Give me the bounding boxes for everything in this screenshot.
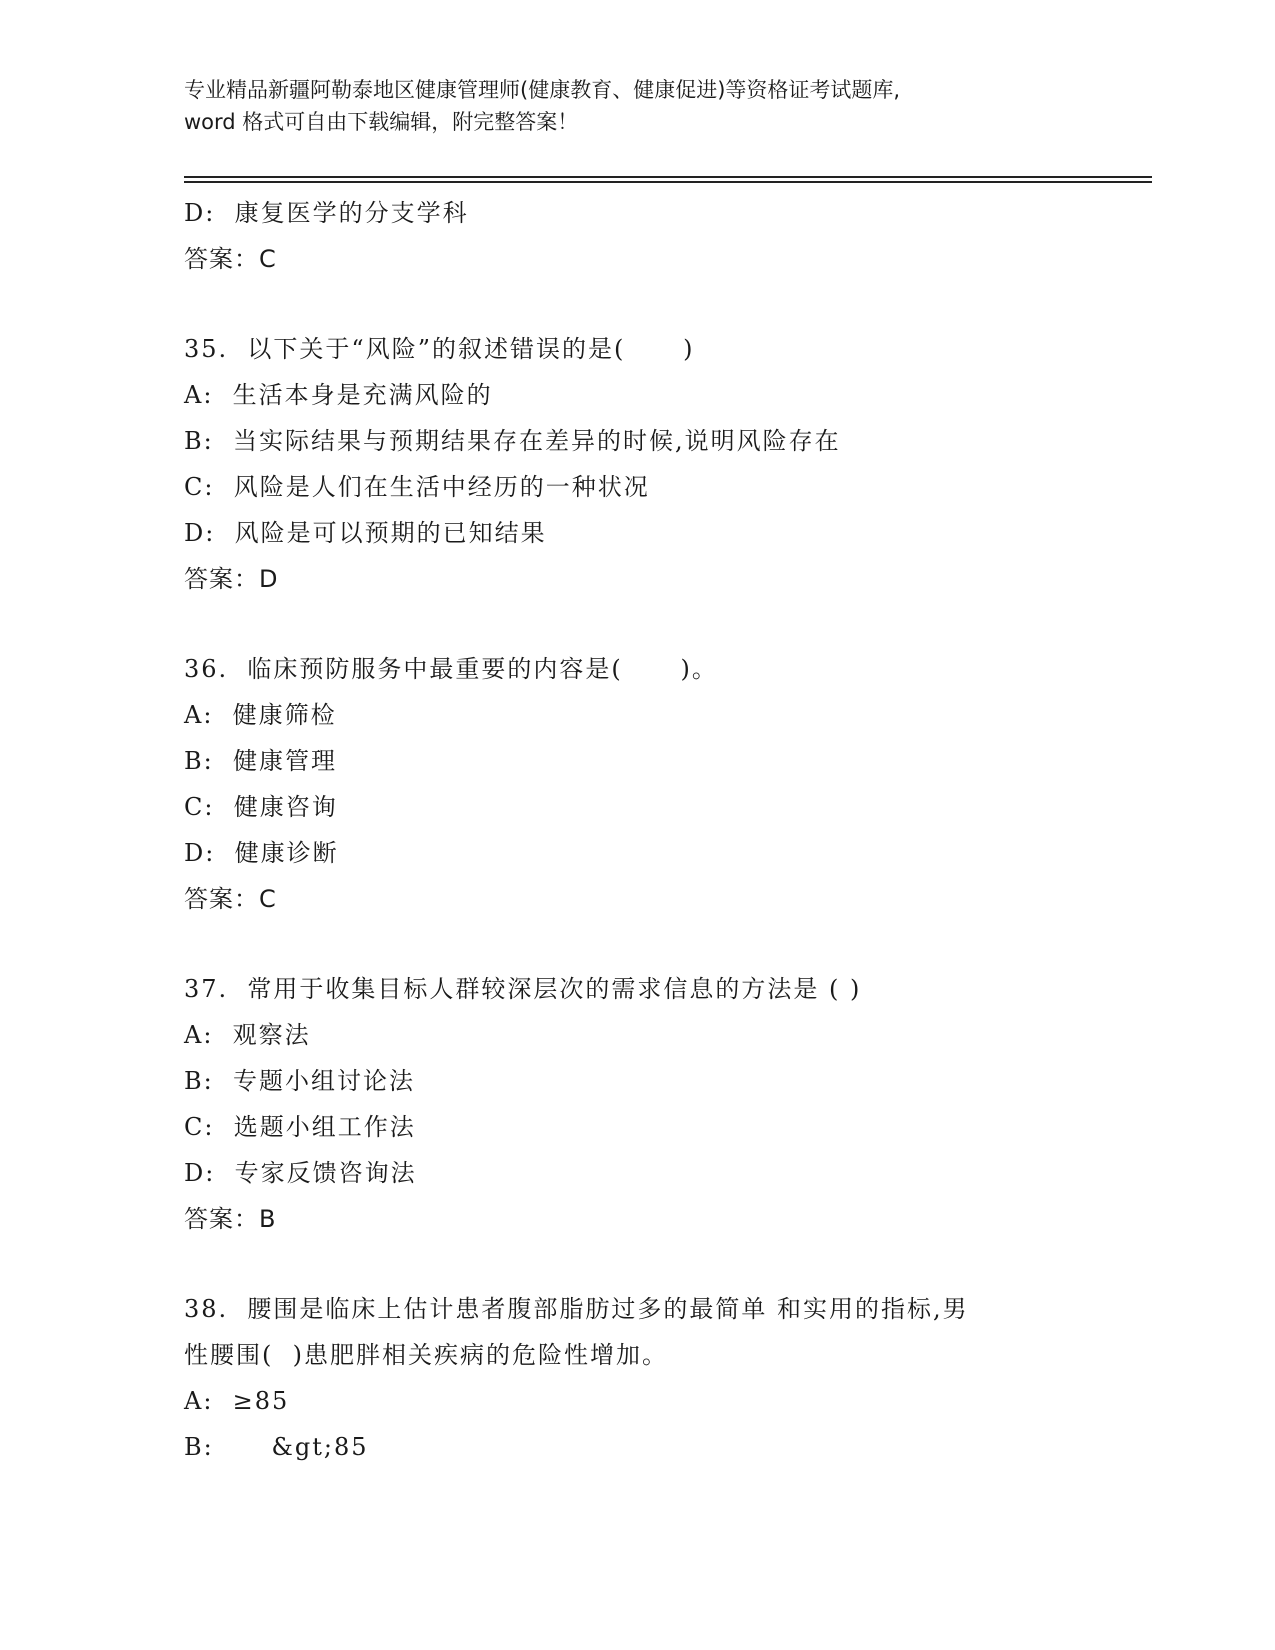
question-36 — [184, 646, 1084, 922]
question-38 — [184, 1286, 1084, 1470]
option-b: B: 当实际结果与预期结果存在差异的时候,说明风险存在 — [184, 427, 841, 455]
answer-line: 答案：D — [184, 565, 279, 593]
answer-line: 答案：B — [184, 1205, 277, 1233]
header-line-2: word 格式可自由下载编辑，附完整答案！ — [184, 110, 579, 134]
option-b: B: 专题小组讨论法 — [184, 1067, 415, 1095]
spacer — [184, 602, 1084, 646]
question-35 — [184, 326, 1084, 602]
question-stem-line-2: 性腰围( )患肥胖相关疾病的危险性增加。 — [184, 1341, 668, 1369]
question-stem: 36. 临床预防服务中最重要的内容是( )。 — [184, 655, 718, 683]
spacer — [184, 1242, 1084, 1286]
question-stem: 37. 常用于收集目标人群较深层次的需求信息的方法是 ( ) — [184, 975, 862, 1003]
option-c: C: 选题小组工作法 — [184, 1113, 416, 1141]
answer-line: 答案：C — [184, 245, 277, 273]
spacer — [184, 282, 1084, 326]
header-divider-bottom — [184, 181, 1152, 183]
option-d: D: 风险是可以预期的已知结果 — [184, 519, 547, 547]
option-c: C: 健康咨询 — [184, 793, 338, 821]
page-header — [184, 74, 1044, 138]
question-stem-line-1: 38. 腰围是临床上估计患者腹部脂肪过多的最简单 和实用的指标,男 — [184, 1295, 969, 1323]
option-a: A: ≥85 — [184, 1387, 290, 1415]
option-b: B: 健康管理 — [184, 747, 337, 775]
answer-line: 答案：C — [184, 885, 277, 913]
option-a: A: 生活本身是充满风险的 — [184, 381, 493, 409]
question-stem: 35. 以下关于“风险”的叙述错误的是( ) — [184, 335, 695, 363]
option-d: D: 专家反馈咨询法 — [184, 1159, 417, 1187]
option-b: B: &gt;85 — [184, 1433, 369, 1461]
option-c: C: 风险是人们在生活中经历的一种状况 — [184, 473, 650, 501]
question-37 — [184, 966, 1084, 1242]
spacer — [184, 922, 1084, 966]
document-body — [184, 190, 1084, 1470]
header-line-1: 专业精品新疆阿勒泰地区健康管理师(健康教育、健康促进)等资格证考试题库, — [184, 78, 901, 102]
option-d: D: 康复医学的分支学科 — [184, 199, 469, 227]
header-divider-top — [184, 176, 1152, 178]
option-a: A: 健康筛检 — [184, 701, 337, 729]
option-a: A: 观察法 — [184, 1021, 311, 1049]
option-d: D: 健康诊断 — [184, 839, 339, 867]
